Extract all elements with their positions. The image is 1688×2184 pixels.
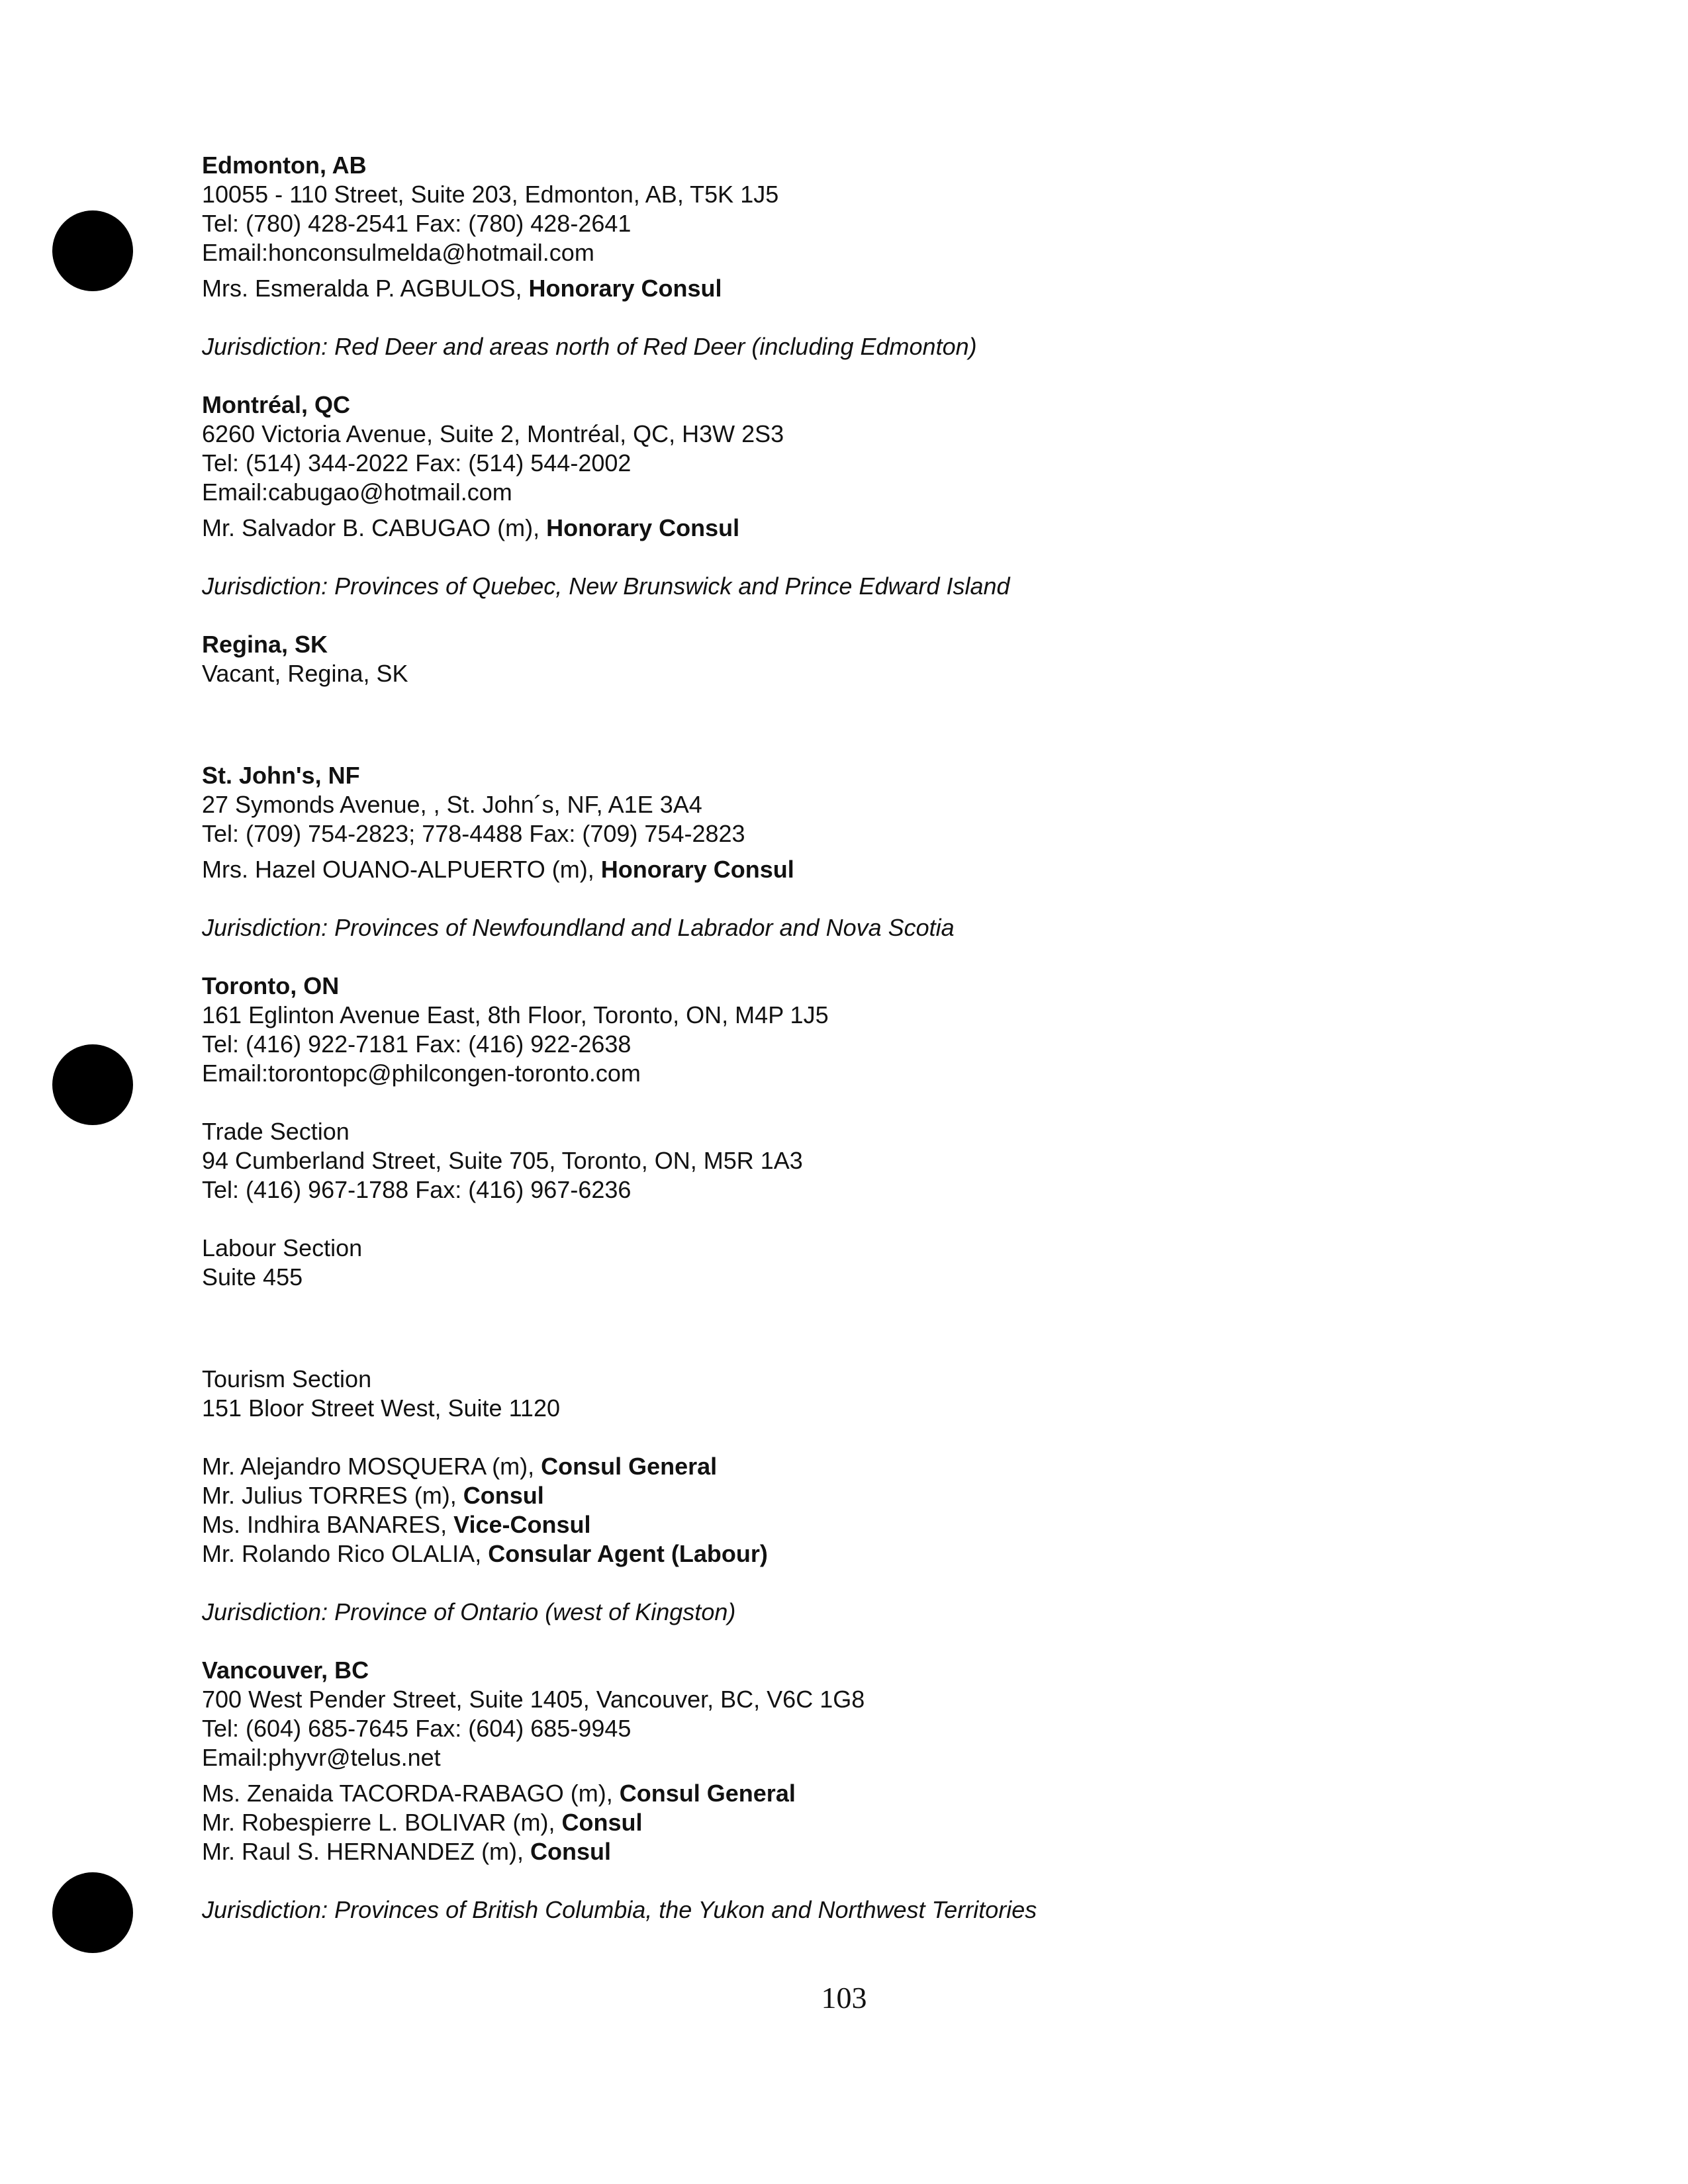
address-line: 27 Symonds Avenue, , St. John´s, NF, A1E 3A4: [202, 791, 702, 818]
office-regina: [202, 630, 1526, 688]
consul-name: Mr. Raul S. HERNANDEZ (m),: [202, 1838, 531, 1865]
consul-entry: [202, 1808, 1526, 1837]
consul-entry: [202, 514, 1526, 543]
consul-entry: [202, 274, 1526, 303]
section-name: Trade Section: [202, 1118, 350, 1145]
phone-line: Tel: (604) 685-7645 Fax: (604) 685-9945: [202, 1715, 632, 1742]
phone-line: Tel: (709) 754-2823; 778-4488 Fax: (709) 754-2823: [202, 820, 745, 847]
jurisdiction: Jurisdiction: Red Deer and areas north of Red Deer (including Edmonton): [202, 333, 977, 360]
office-city: Toronto, ON: [202, 972, 340, 999]
office-edmonton: [202, 151, 1526, 361]
office-city: Edmonton, AB: [202, 152, 367, 179]
consul-title: Consul General: [619, 1780, 796, 1807]
office-city: Vancouver, BC: [202, 1657, 369, 1684]
page-number: 103: [821, 1981, 867, 2015]
address-line: 161 Eglinton Avenue East, 8th Floor, Toronto, ON, M4P 1J5: [202, 1001, 829, 1028]
tourism-section: [202, 1365, 1526, 1423]
consul-title: Consul General: [541, 1453, 718, 1480]
consul-name: Mr. Rolando Rico OLALIA,: [202, 1540, 489, 1567]
consul-name: Mr. Alejandro MOSQUERA (m),: [202, 1453, 541, 1480]
consul-title: Consul: [530, 1838, 612, 1865]
section-name: Labour Section: [202, 1234, 363, 1261]
address-line: 151 Bloor Street West, Suite 1120: [202, 1394, 560, 1422]
labour-section: [202, 1234, 1526, 1292]
consul-title: Vice-Consul: [453, 1511, 591, 1538]
consul-name: Mr. Robespierre L. BOLIVAR (m),: [202, 1809, 562, 1836]
phone-line: Tel: (780) 428-2541 Fax: (780) 428-2641: [202, 210, 632, 237]
jurisdiction: Jurisdiction: Province of Ontario (west of Kingston): [202, 1598, 736, 1625]
consul-title: Honorary Consul: [600, 856, 794, 883]
section-name: Tourism Section: [202, 1365, 372, 1392]
consul-entry: [202, 1481, 1526, 1510]
address-line: Suite 455: [202, 1263, 303, 1291]
office-st-johns: [202, 761, 1526, 942]
consul-name: Ms. Zenaida TACORDA-RABAGO (m),: [202, 1780, 620, 1807]
consulate-directory: [202, 151, 1526, 1954]
consul-title: Honorary Consul: [528, 275, 722, 302]
email-line: Email:cabugao@hotmail.com: [202, 478, 512, 506]
office-city: St. John's, NF: [202, 762, 360, 789]
address-line: 10055 - 110 Street, Suite 203, Edmonton, AB, T5K 1J5: [202, 181, 779, 208]
email-line: Email:honconsulmelda@hotmail.com: [202, 239, 594, 266]
consul-entry: [202, 1837, 1526, 1866]
email-line: Email:phyvr@telus.net: [202, 1744, 441, 1771]
jurisdiction: Jurisdiction: Provinces of Newfoundland and Labrador and Nova Scotia: [202, 914, 955, 941]
email-line: Email:torontopc@philcongen-toronto.com: [202, 1060, 641, 1087]
consul-title: Honorary Consul: [546, 514, 740, 541]
consul-title: Consul: [561, 1809, 643, 1836]
phone-line: Tel: (416) 922-7181 Fax: (416) 922-2638: [202, 1030, 632, 1058]
consul-entry: [202, 1779, 1526, 1808]
punch-hole: [52, 210, 133, 291]
trade-section: [202, 1117, 1526, 1205]
office-city: Montréal, QC: [202, 391, 351, 418]
consul-title: Consular Agent (Labour): [488, 1540, 768, 1567]
punch-hole: [52, 1872, 133, 1953]
office-city: Regina, SK: [202, 631, 328, 658]
consul-name: Ms. Indhira BANARES,: [202, 1511, 454, 1538]
consul-name: Mr. Salvador B. CABUGAO (m),: [202, 514, 547, 541]
consul-title: Consul: [463, 1482, 544, 1509]
punch-hole: [52, 1044, 133, 1125]
address-line: 700 West Pender Street, Suite 1405, Vancouver, BC, V6C 1G8: [202, 1686, 865, 1713]
jurisdiction: Jurisdiction: Provinces of Quebec, New Brunswick and Prince Edward Island: [202, 572, 1010, 600]
office-toronto: [202, 972, 1526, 1627]
consul-name: Mr. Julius TORRES (m),: [202, 1482, 463, 1509]
office-vancouver: [202, 1656, 1526, 1925]
address-line: 94 Cumberland Street, Suite 705, Toronto, ON, M5R 1A3: [202, 1147, 803, 1174]
consul-entry: [202, 1510, 1526, 1539]
phone-line: Tel: (514) 344-2022 Fax: (514) 544-2002: [202, 449, 632, 477]
address-line: Vacant, Regina, SK: [202, 660, 408, 687]
consul-entry: [202, 855, 1526, 884]
jurisdiction: Jurisdiction: Provinces of British Columbia, the Yukon and Northwest Territories: [202, 1896, 1037, 1923]
consul-entry: [202, 1539, 1526, 1569]
phone-line: Tel: (416) 967-1788 Fax: (416) 967-6236: [202, 1176, 632, 1203]
consul-entry: [202, 1452, 1526, 1481]
office-montreal: [202, 390, 1526, 601]
consul-name: Mrs. Hazel OUANO-ALPUERTO (m),: [202, 856, 601, 883]
consul-name: Mrs. Esmeralda P. AGBULOS,: [202, 275, 529, 302]
address-line: 6260 Victoria Avenue, Suite 2, Montréal, QC, H3W 2S3: [202, 420, 784, 447]
